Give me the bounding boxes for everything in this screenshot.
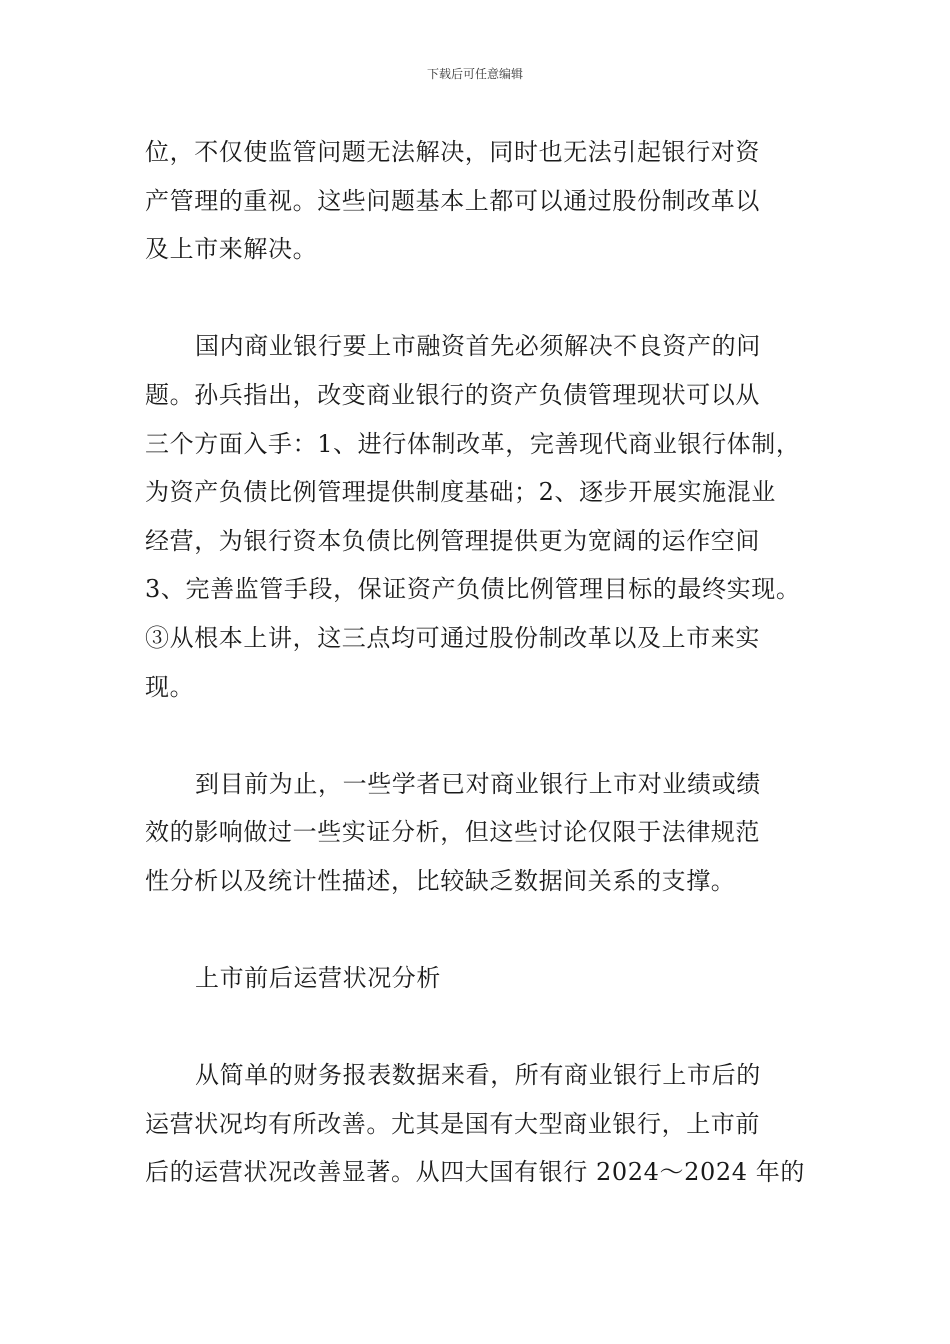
page-header: 下载后可任意编辑 [426,67,523,81]
text-line: 产管理的重视。这些问题基本上都可以通过股份制改革以 [145,186,760,215]
section-heading [145,954,810,1003]
text-line: 3、完善监管手段，保证资产负债比例管理目标的最终实现。 [145,575,801,604]
text-line: 经营，为银行资本负债比例管理提供更为宽阔的运作空间 [145,526,760,555]
text-line: 题。孙兵指出，改变商业银行的资产负债管理现状可以从 [145,380,760,409]
text-line: 后的运营状况改善显著。从四大国有银行 2024～2024 年的 [145,1158,806,1187]
text-line: 为资产负债比例管理提供制度基础；2、逐步开展实施混业 [145,478,776,507]
paragraph-gap [145,711,810,760]
text-line: ③从根本上讲，这三点均可通过股份制改革以及上市来实 [145,623,760,652]
paragraph [145,322,810,711]
heading-text: 上市前后运营状况分析 [195,964,441,993]
paragraph [145,1051,810,1197]
text-line: 从简单的财务报表数据来看，所有商业银行上市后的 [195,1061,761,1090]
text-line: 到目前为止，一些学者已对商业银行上市对业绩或绩 [195,769,761,798]
text-line: 位，不仅使监管问题无法解决，同时也无法引起银行对资 [145,138,760,166]
text-line: 运营状况均有所改善。尤其是国有大型商业银行，上市前 [145,1109,760,1138]
paragraph-gap [145,906,810,955]
paragraph-gap [145,274,810,323]
text-line: 性分析以及统计性描述，比较缺乏数据间关系的支撑。 [145,866,736,895]
paragraph [145,760,810,906]
document-body [145,128,810,1197]
text-line: 及上市来解决。 [145,235,318,264]
text-line: 国内商业银行要上市融资首先必须解决不良资产的问 [195,332,761,361]
paragraph-gap [145,1003,810,1052]
paragraph [145,128,810,274]
text-line: 现。 [145,672,195,701]
text-line: 三个方面入手：1、进行体制改革，完善现代商业银行体制， [145,429,801,458]
text-line: 效的影响做过一些实证分析，但这些讨论仅限于法律规范 [145,818,760,847]
